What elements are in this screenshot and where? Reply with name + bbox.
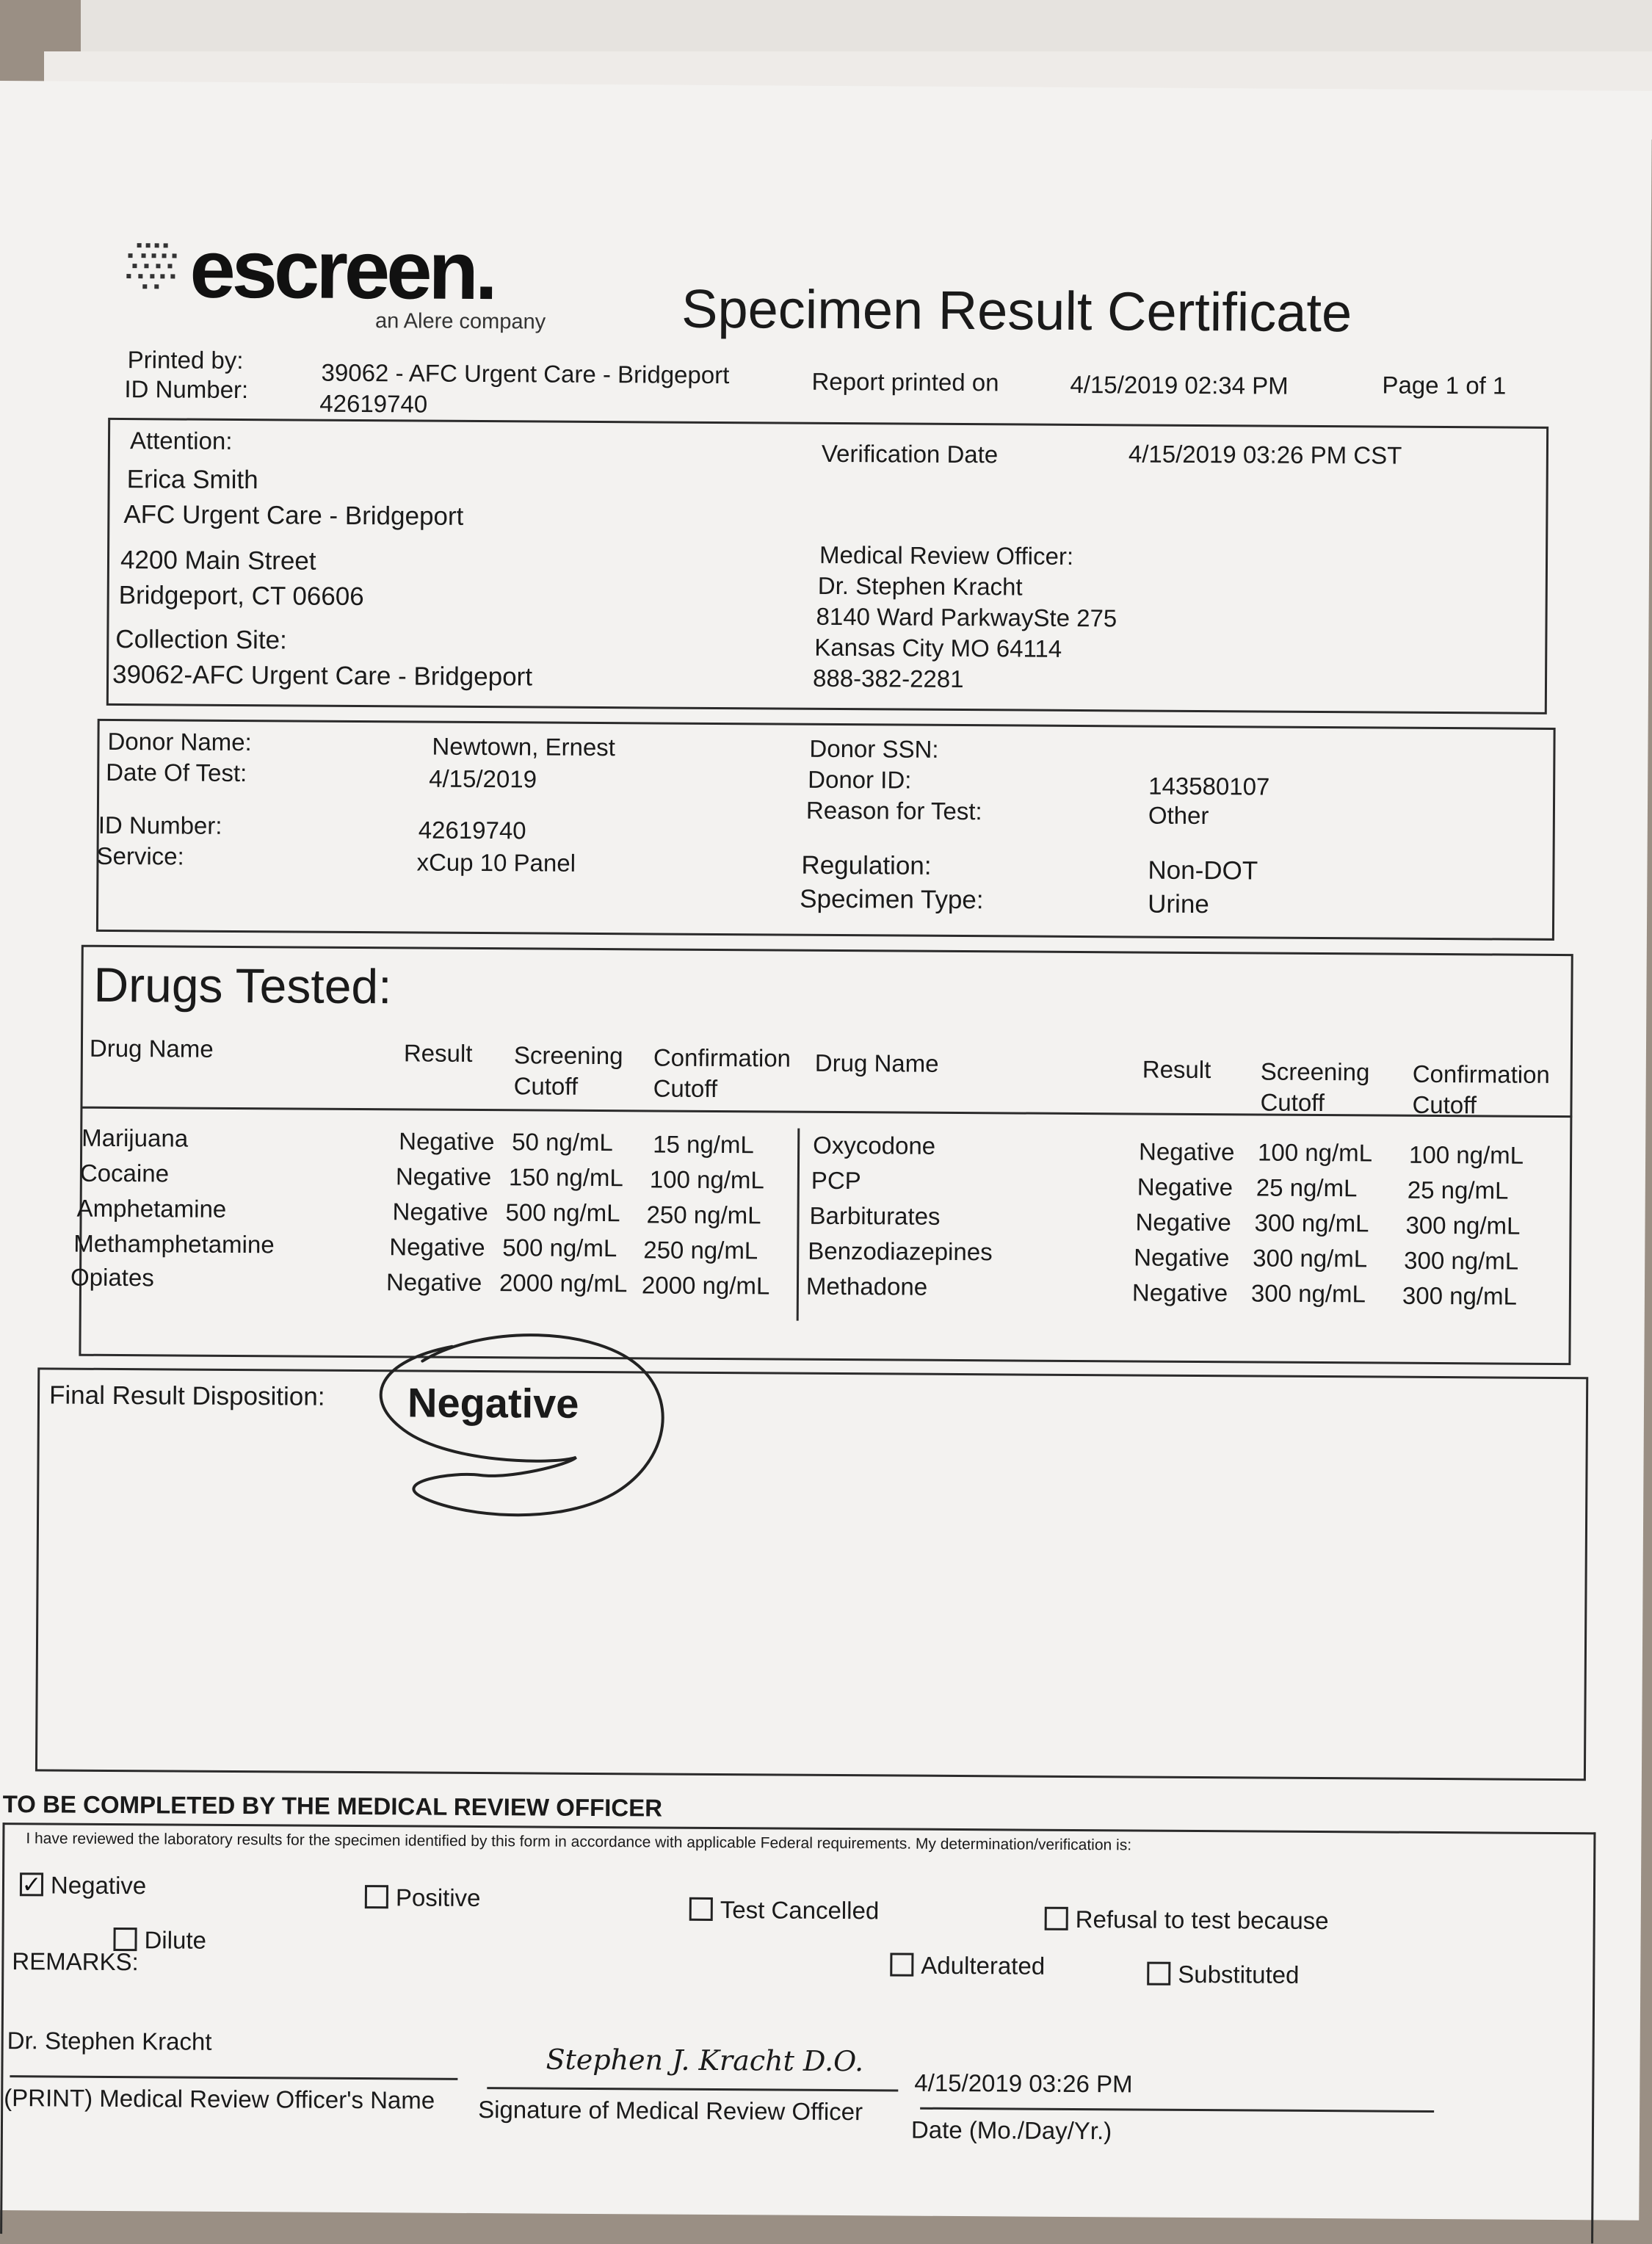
col-screening-right: Screening bbox=[1260, 1057, 1370, 1086]
adulterated-checkbox[interactable] bbox=[890, 1952, 913, 1976]
review-date-value: 4/15/2019 03:26 PM bbox=[914, 2069, 1133, 2098]
positive-checkbox[interactable] bbox=[365, 1885, 388, 1908]
drug-name: Methadone bbox=[805, 1272, 928, 1300]
refusal-checkbox[interactable] bbox=[1045, 1907, 1068, 1930]
id-number-value: 42619740 bbox=[319, 389, 428, 418]
negative-checkbox[interactable] bbox=[20, 1872, 43, 1896]
mro-box bbox=[0, 1823, 1595, 2243]
verification-date-label: Verification Date bbox=[821, 439, 999, 468]
mro-city: Kansas City MO 64114 bbox=[814, 633, 1062, 662]
mro-statement: I have reviewed the laboratory results for the specimen identified by this form in accordance with applicable Federal requirements. My determination/verification is: bbox=[26, 1830, 1132, 1854]
hand-drawn-circle bbox=[333, 1317, 687, 1539]
date-of-test-label: Date Of Test: bbox=[106, 758, 247, 787]
collection-site-value: 39062-AFC Urgent Care - Bridgeport bbox=[112, 659, 533, 692]
col-drug-name-left: Drug Name bbox=[89, 1034, 214, 1063]
refusal-checkbox-label: Refusal to test because bbox=[1075, 1905, 1329, 1935]
final-result-value: Negative bbox=[407, 1379, 579, 1427]
positive-checkbox-label: Positive bbox=[395, 1883, 481, 1912]
drug-name: Cocaine bbox=[79, 1159, 170, 1187]
logo-dots-icon bbox=[122, 237, 188, 297]
drug-screening-cutoff: 50 ng/mL bbox=[512, 1128, 613, 1157]
officer-printed-name: Dr. Stephen Kracht bbox=[7, 2027, 212, 2055]
logo-wordmark: escreen. bbox=[189, 222, 495, 317]
drug-screening-cutoff: 500 ng/mL bbox=[505, 1198, 620, 1227]
attention-label: Attention: bbox=[129, 427, 233, 455]
drug-confirmation-cutoff: 25 ng/mL bbox=[1407, 1176, 1509, 1204]
drug-result: Negative bbox=[395, 1162, 492, 1191]
reason-for-test-value: Other bbox=[1148, 801, 1209, 830]
col-confirmation-left: Confirmation bbox=[653, 1043, 791, 1072]
final-result-label: Final Result Disposition: bbox=[48, 1380, 325, 1411]
date-of-test-value: 4/15/2019 bbox=[429, 764, 537, 793]
donor-id-label: Donor ID: bbox=[808, 765, 912, 794]
verification-date-value: 4/15/2019 03:26 PM CST bbox=[1128, 440, 1402, 469]
col-result-left: Result bbox=[403, 1039, 473, 1067]
mro-label: Medical Review Officer: bbox=[819, 540, 1074, 570]
drug-confirmation-cutoff: 300 ng/mL bbox=[1402, 1281, 1517, 1310]
drug-screening-cutoff: 100 ng/mL bbox=[1258, 1138, 1373, 1167]
col-confirmation-cutoff-left: Cutoff bbox=[653, 1074, 718, 1102]
drug-result: Negative bbox=[392, 1198, 488, 1226]
officer-name-caption: (PRINT) Medical Review Officer's Name bbox=[4, 2084, 435, 2114]
remarks-label: REMARKS: bbox=[12, 1947, 139, 1976]
drug-confirmation-cutoff: 100 ng/mL bbox=[1408, 1140, 1524, 1169]
donor-name-value: Newtown, Ernest bbox=[432, 732, 616, 761]
collection-site-label: Collection Site: bbox=[115, 624, 287, 655]
attention-street: 4200 Main Street bbox=[120, 546, 316, 576]
checkmark-icon: ✓ bbox=[21, 1871, 42, 1898]
test-cancelled-checkbox-label: Test Cancelled bbox=[720, 1896, 880, 1925]
drug-screening-cutoff: 25 ng/mL bbox=[1256, 1173, 1358, 1202]
drug-confirmation-cutoff: 15 ng/mL bbox=[653, 1130, 754, 1159]
regulation-label: Regulation: bbox=[801, 850, 932, 880]
signature-caption: Signature of Medical Review Officer bbox=[478, 2096, 863, 2126]
id-number-label: ID Number: bbox=[124, 375, 249, 404]
col-screening-cutoff-right: Cutoff bbox=[1260, 1088, 1325, 1117]
drug-name: Benzodiazepines bbox=[808, 1237, 993, 1266]
report-printed-label: Report printed on bbox=[811, 367, 999, 397]
printed-by-value: 39062 - AFC Urgent Care - Bridgeport bbox=[321, 358, 730, 389]
mro-address: 8140 Ward ParkwaySte 275 bbox=[816, 602, 1117, 632]
drugs-tested-heading: Drugs Tested: bbox=[93, 957, 392, 1014]
mro-phone: 888-382-2281 bbox=[812, 664, 964, 693]
drug-confirmation-cutoff: 2000 ng/mL bbox=[641, 1271, 770, 1300]
col-drug-name-right: Drug Name bbox=[814, 1049, 939, 1077]
col-confirmation-cutoff-right: Cutoff bbox=[1412, 1090, 1477, 1119]
drug-confirmation-cutoff: 100 ng/mL bbox=[649, 1165, 764, 1194]
drug-screening-cutoff: 500 ng/mL bbox=[502, 1234, 617, 1262]
donor-id-value: 143580107 bbox=[1148, 772, 1270, 800]
drug-screening-cutoff: 300 ng/mL bbox=[1250, 1279, 1366, 1308]
drug-name: PCP bbox=[811, 1166, 861, 1195]
donor-id-number-label: ID Number: bbox=[98, 811, 222, 839]
attention-city: Bridgeport, CT 06606 bbox=[118, 581, 364, 612]
regulation-value: Non-DOT bbox=[1148, 855, 1258, 886]
specimen-type-value: Urine bbox=[1148, 889, 1209, 919]
drug-confirmation-cutoff: 250 ng/mL bbox=[643, 1236, 758, 1264]
page-title: Specimen Result Certificate bbox=[681, 278, 1352, 344]
logo-subtitle: an Alere company bbox=[374, 309, 546, 334]
report-printed-value: 4/15/2019 02:34 PM bbox=[1070, 370, 1289, 399]
test-cancelled-checkbox[interactable] bbox=[689, 1897, 713, 1921]
substituted-checkbox-label: Substituted bbox=[1178, 1960, 1300, 1988]
drug-result: Negative bbox=[1139, 1137, 1235, 1166]
col-screening-left: Screening bbox=[513, 1041, 623, 1070]
final-result-box bbox=[35, 1367, 1588, 1781]
drug-result: Negative bbox=[1131, 1278, 1228, 1307]
drug-result: Negative bbox=[389, 1233, 485, 1262]
attention-name: Erica Smith bbox=[126, 465, 258, 495]
drug-result: Negative bbox=[399, 1127, 495, 1156]
drug-name: Methamphetamine bbox=[73, 1229, 275, 1259]
drug-name: Amphetamine bbox=[76, 1194, 227, 1223]
drug-screening-cutoff: 2000 ng/mL bbox=[499, 1269, 628, 1297]
donor-id-number-value: 42619740 bbox=[418, 816, 526, 844]
donor-ssn-label: Donor SSN: bbox=[809, 734, 939, 763]
substituted-checkbox[interactable] bbox=[1147, 1962, 1170, 1986]
drug-result: Negative bbox=[1135, 1208, 1231, 1237]
service-label: Service: bbox=[96, 842, 184, 870]
service-value: xCup 10 Panel bbox=[416, 848, 576, 877]
drug-confirmation-cutoff: 250 ng/mL bbox=[646, 1201, 761, 1229]
col-result-right: Result bbox=[1142, 1055, 1211, 1084]
negative-checkbox-label: Negative bbox=[50, 1871, 147, 1900]
drug-name: Opiates bbox=[70, 1263, 154, 1292]
mro-name: Dr. Stephen Kracht bbox=[817, 571, 1023, 601]
drug-result: Negative bbox=[385, 1268, 482, 1297]
mro-section-heading: TO BE COMPLETED BY THE MEDICAL REVIEW OFFICER bbox=[2, 1790, 663, 1822]
drug-result: Negative bbox=[1134, 1243, 1230, 1272]
specimen-type-label: Specimen Type: bbox=[800, 884, 984, 915]
adulterated-checkbox-label: Adulterated bbox=[921, 1951, 1046, 1980]
printed-by-label: Printed by: bbox=[127, 346, 244, 374]
drug-name: Barbiturates bbox=[809, 1201, 941, 1230]
attention-org: AFC Urgent Care - Bridgeport bbox=[123, 500, 464, 531]
drug-screening-cutoff: 300 ng/mL bbox=[1254, 1209, 1369, 1237]
col-confirmation-right: Confirmation bbox=[1412, 1060, 1550, 1088]
date-caption: Date (Mo./Day/Yr.) bbox=[910, 2115, 1112, 2145]
col-screening-cutoff-left: Cutoff bbox=[513, 1072, 579, 1100]
drug-confirmation-cutoff: 300 ng/mL bbox=[1405, 1211, 1521, 1239]
drug-confirmation-cutoff: 300 ng/mL bbox=[1404, 1246, 1519, 1275]
certificate-page bbox=[0, 81, 1652, 2221]
dilute-checkbox-label: Dilute bbox=[144, 1926, 207, 1954]
drug-result: Negative bbox=[1137, 1173, 1233, 1201]
donor-name-label: Donor Name: bbox=[107, 727, 252, 756]
drug-screening-cutoff: 150 ng/mL bbox=[508, 1163, 623, 1192]
reason-for-test-label: Reason for Test: bbox=[805, 796, 982, 825]
page-number: Page 1 of 1 bbox=[1382, 371, 1507, 399]
drug-screening-cutoff: 300 ng/mL bbox=[1253, 1244, 1368, 1273]
officer-signature: Stephen J. Kracht D.O. bbox=[546, 2043, 864, 2078]
drug-name: Oxycodone bbox=[813, 1131, 936, 1159]
drug-name: Marijuana bbox=[81, 1123, 189, 1152]
